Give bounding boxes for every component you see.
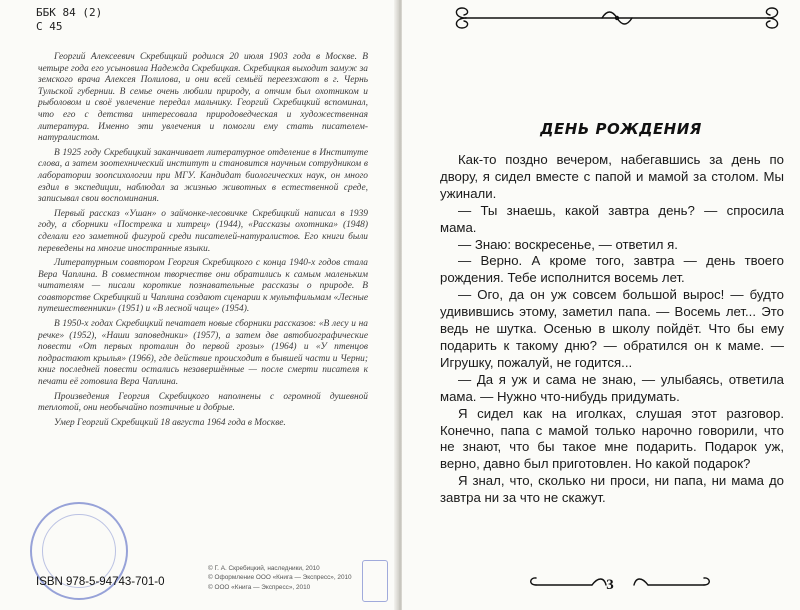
header-ornament (452, 4, 782, 32)
copyright-line: © ООО «Книга — Экспресс», 2010 (208, 583, 311, 591)
biography-paragraph: Умер Георгий Скребицкий 18 августа 1964 года в Москве. (54, 417, 286, 428)
story-paragraph: — Знаю: воскресенье, — ответил я. (458, 236, 678, 252)
story-paragraph: — Ты знаешь, какой завтра день? — спросила мама. (440, 202, 784, 235)
story-paragraph: — Да я уж и сама не знаю, — улыбаясь, ответила мама. — Нужно что-нибудь придумать. (440, 371, 784, 404)
catalog-codes (36, 6, 102, 34)
story-paragraph: Я знал, что, сколько ни проси, ни папа, ни мама до завтра ни за что не скажут. (440, 473, 784, 506)
bbk-code: ББК 84 (2) (36, 6, 103, 19)
copyright-line: © Г. А. Скребицкий, наследники, 2010 (208, 565, 320, 572)
story-paragraph: — Ого, да он уж совсем большой вырос! — будто удивившись этому, заметил папа. — Восемь лет... Это ведь не шутка. Осенью в школу пойдёт. Что бы ему подарить к такому дню? — обратился он к маме. — Игрушку, пожалуй, не годится... (440, 287, 784, 370)
library-stamp-strip (362, 560, 388, 602)
copyright-line: © Оформление ООО «Книга — Экспресс», 2010 (208, 574, 352, 582)
copyright-block (208, 564, 352, 592)
isbn: ISBN 978-5-94743-701-0 (36, 576, 165, 588)
page-number: 3 (606, 577, 614, 593)
author-biography (38, 52, 368, 432)
story-paragraph: — Верно. А кроме того, завтра — день твоего рождения. Тебе исполнится восемь лет. (440, 253, 784, 286)
author-code: С 45 (36, 20, 63, 33)
biography-paragraph: В 1950-х годах Скребицкий печатает новые сборники рассказов: «В лесу и на речке» (1952), «Наши заповедники» (1957), а затем две автобиографические повести «От первых проталин до первой грозы» (1964) и «У птенцов подрастают крылья» (1966), где действие происходит в бывшей части и Черни; книг последней повести остались незавершённые — после смерти писателя к печати её готовила Вера Чаплина. (38, 319, 368, 388)
story-paragraph: Я сидел как на иголках, слушая этот разговор. Конечно, папа с мамой только нарочно говорили, что не знают, что бы такое мне подарить. Подарок уж, верно, давно был приготовлен. Но какой подарок? (440, 405, 784, 472)
biography-paragraph: Произведения Георгия Скребицкого наполнены с огромной душевной теплотой, они необычайно поэтичные и добрые. (38, 391, 368, 414)
biography-paragraph: Первый рассказ «Ушан» о зайчонке-лесовичке Скребицкий написал в 1939 году, а сборники «Пострелка и хитрец» (1944), «Рассказы охотника» (1948) сделали его заметной фигурой среди писателей-натуралистов. Его книги были переведены на многие иностранные языки. (38, 208, 368, 254)
story-paragraph: Как-то поздно вечером, набегавшись за день по двору, я сидел вместе с папой и мамой за столом. Мы ужинали. (440, 152, 784, 201)
biography-paragraph: В 1925 году Скребицкий заканчивает литературное отделение в Институте слова, а затем зоотехнический институт и становится научным сотрудником в лаборатории зоопсихологии при МГУ. Кандидат биологических наук, он много ездил в экспедиции, наблюдал за жизнью животных в естественной среде, записывал свои воспоминания. (38, 147, 368, 205)
biography-paragraph: Георгий Алексеевич Скребицкий родился 20 июля 1903 года в Москве. В четыре года его усыновила Надежда Скребицкая. Скребицкая выходит замуж за земского врача Алексея Полилова, и они всей семьёй переезжают в г. Чернь Тульской губернии. В семье очень любили природу, а отчим был охотником и рыболовом и своё увлечение передал мальчику. Георгий Скребицкий вспоминал, что его с детства интересовала природоведческая и художественная литература. Именно эти увлечения и помогли ему стать писателем-натуралистом. (38, 52, 368, 144)
biography-paragraph: Литературным соавтором Георгия Скребицкого с конца 1940-х годов стала Вера Чаплина. В совместном творчестве они обратились к самым маленьким читателям — писали короткие познавательные рассказы о природе. В соавторстве Скребицкий и Чаплина создают сценарии к мультфильмам «Лесные путешественники» (1951) и «В лесной чаще» (1954). (38, 258, 368, 315)
left-page (0, 0, 398, 610)
chapter-title: ДЕНЬ РОЖДЕНИЯ (540, 120, 702, 138)
story-text (440, 152, 784, 507)
